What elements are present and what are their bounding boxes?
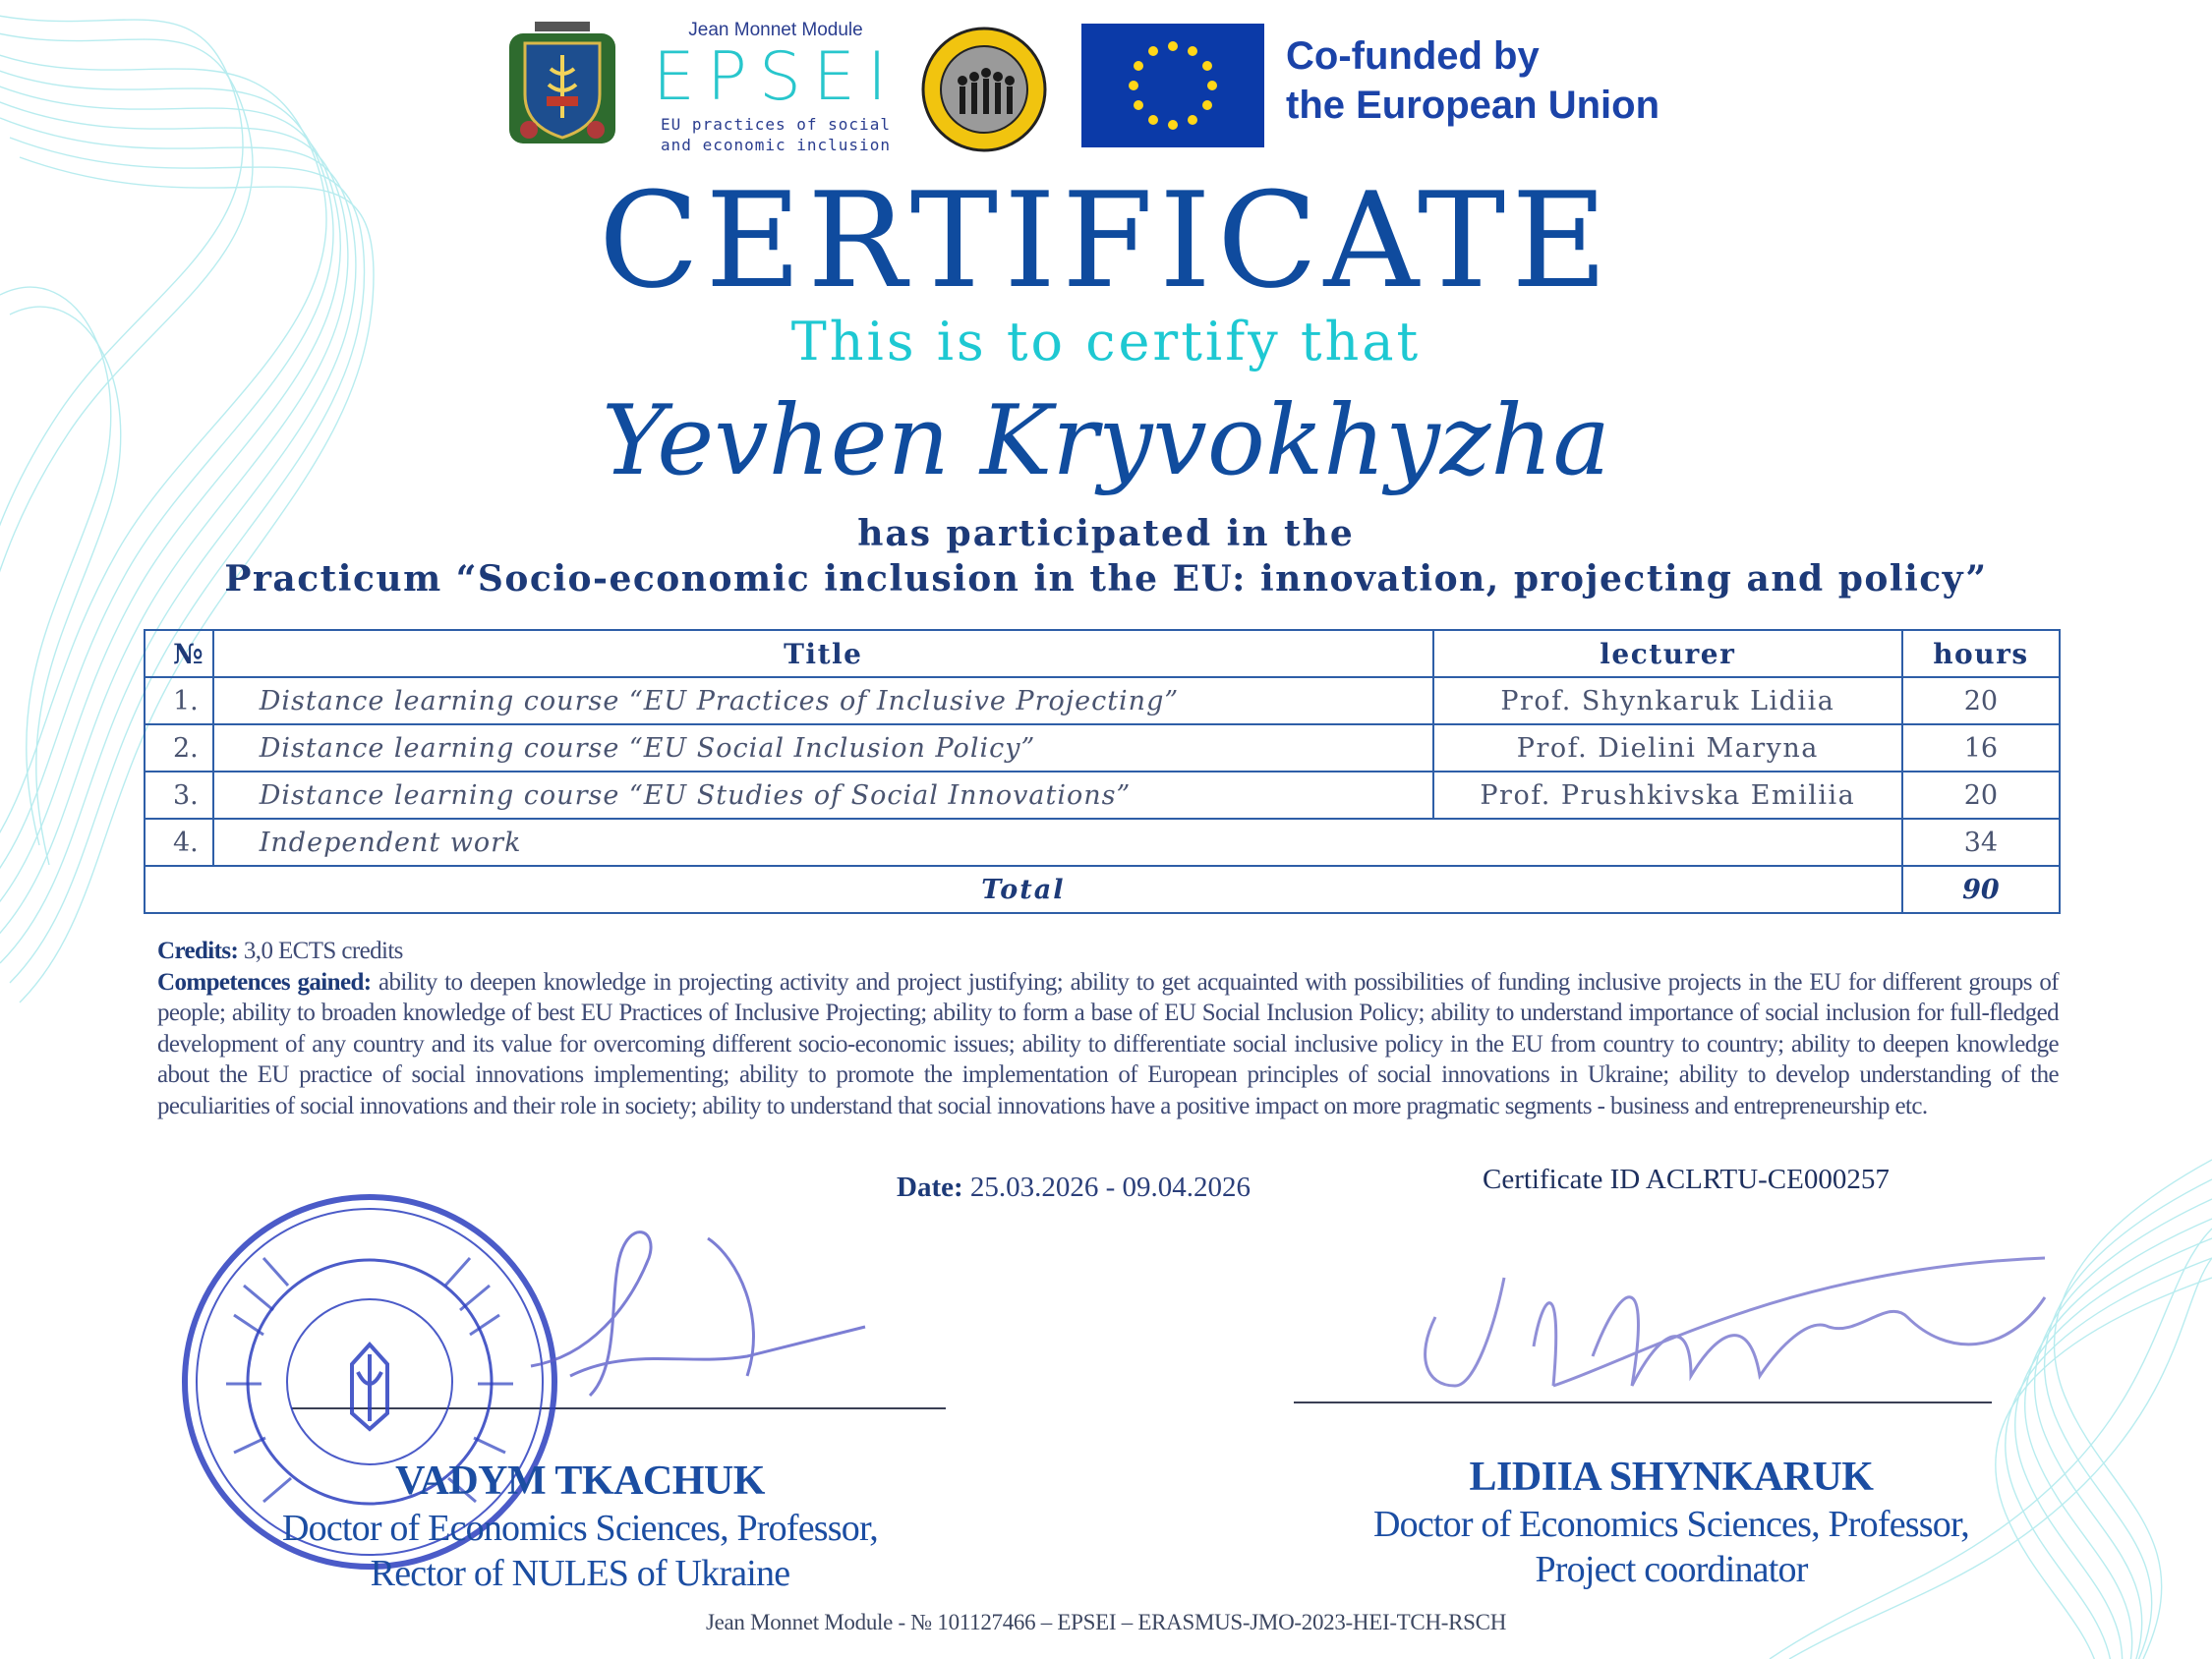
competences-paragraph	[157, 967, 2059, 1122]
course-table	[144, 629, 2061, 914]
header-title: Title	[213, 630, 1433, 677]
table-row	[145, 772, 2060, 819]
row-title: Distance learning course “EU Studies of Social Innovations”	[213, 772, 1433, 819]
footer-reference: Jean Monnet Module - № 101127466 – EPSEI – ERASMUS-JMO-2023-HEI-TCH-RSCH	[705, 1610, 1507, 1634]
row-lecturer: Prof. Shynkaruk Lidiia	[1433, 677, 1902, 724]
date-line	[897, 1172, 1251, 1204]
recipient-name: Yevhen Kryvokhyzha	[602, 385, 1610, 497]
epsei-logo	[647, 18, 904, 157]
header-num: №	[145, 630, 213, 677]
table-row	[145, 724, 2060, 772]
row-hours: 20	[1902, 677, 2060, 724]
signer-left	[187, 1457, 973, 1596]
signature-right-icon	[1396, 1238, 2065, 1405]
signer-left-role-2: Rector of NULES of Ukraine	[370, 1553, 790, 1594]
practicum-title: Practicum “Socio-economic inclusion in the EU: innovation, projecting and policy”	[224, 558, 1988, 600]
row-lecturer: Prof. Dielini Maryna	[1433, 724, 1902, 772]
certificate-title: CERTIFICATE	[598, 164, 1614, 317]
signer-left-name: VADYM TKACHUK	[395, 1459, 765, 1504]
signature-left-icon	[511, 1199, 924, 1415]
signer-left-role-1: Doctor of Economics Sciences, Professor,	[282, 1508, 878, 1549]
credits-value: 3,0 ECTS credits	[243, 938, 403, 964]
row-lecturer: Prof. Prushkivska Emiliia	[1433, 772, 1902, 819]
university-coat-of-arms-logo	[505, 20, 619, 149]
eu-flag-icon	[1081, 24, 1264, 147]
date-label: Date:	[897, 1172, 963, 1203]
table-row	[145, 819, 2060, 866]
eu-text-line-1: Co-funded by	[1286, 34, 1540, 78]
competences-text: ability to deepen knowledge in projecting activity and project justifying; ability to get acquainted with possibilities of funding inclusive projects in the EU for different groups of people; ability to broaden knowledge of best EU Practices of Inclusive Projecting; ability to form a base of EU Social Inclusion Policy; ability to understand importance of social inclusion for full-fledged development of any country and its value for overcoming different socio-economic issues; ability to differentiate social inclusive policy in the EU from country to country; ability to deepen knowledge about the EU practice of social innovations implementing; ability to promote the implementation of European principles of social innovations in Ukraine; ability to develop understanding of the peculiarities of social innovations and their role in society; ability to understand that social innovations have a positive impact on more pragmatic segments - business and entrepreneurship etc.	[157, 968, 2059, 1119]
row-title: Distance learning course “EU Social Inclusion Policy”	[213, 724, 1433, 772]
competences-label: Competences gained:	[157, 968, 372, 996]
association-round-logo	[920, 26, 1048, 153]
row-title: Independent work	[213, 819, 1902, 866]
epsei-subtitle-1: EU practices of social	[661, 115, 891, 134]
row-hours: 20	[1902, 772, 2060, 819]
signer-right-role-1: Doctor of Economics Sciences, Professor,	[1373, 1504, 1969, 1545]
header-lecturer: lecturer	[1433, 630, 1902, 677]
row-num: 3.	[145, 772, 213, 819]
epsei-subtitle-2: and economic inclusion	[661, 136, 891, 154]
eu-text-line-2: the European Union	[1286, 84, 1659, 127]
credits-label: Credits:	[157, 938, 239, 964]
row-title: Distance learning course “EU Practices of Inclusive Projecting”	[213, 677, 1433, 724]
eu-cofunded-text	[1286, 31, 1659, 130]
row-hours: 16	[1902, 724, 2060, 772]
signer-right-name: LIDIIA SHYNKARUK	[1469, 1455, 1874, 1500]
epsei-wordmark: EPSEI	[652, 38, 900, 116]
row-hours: 34	[1902, 819, 2060, 866]
credits-line	[157, 936, 2059, 967]
header-hours: hours	[1902, 630, 2060, 677]
certify-line: This is to certify that	[790, 311, 1422, 372]
participated-line: has participated in the	[857, 513, 1355, 554]
signer-right	[1229, 1453, 2114, 1592]
row-num: 1.	[145, 677, 213, 724]
row-num: 4.	[145, 819, 213, 866]
certificate-id: Certificate ID ACLRTU-CE000257	[1483, 1164, 1890, 1195]
row-num: 2.	[145, 724, 213, 772]
table-row	[145, 677, 2060, 724]
module-label: Jean Monnet Module	[688, 20, 863, 40]
signer-right-role-2: Project coordinator	[1535, 1549, 1808, 1590]
credits-section	[157, 936, 2059, 1121]
total-label: Total	[145, 866, 1902, 913]
total-hours: 90	[1902, 866, 2060, 913]
table-header-row	[145, 630, 2060, 677]
date-value: 25.03.2026 - 09.04.2026	[969, 1172, 1252, 1203]
table-total-row	[145, 866, 2060, 913]
